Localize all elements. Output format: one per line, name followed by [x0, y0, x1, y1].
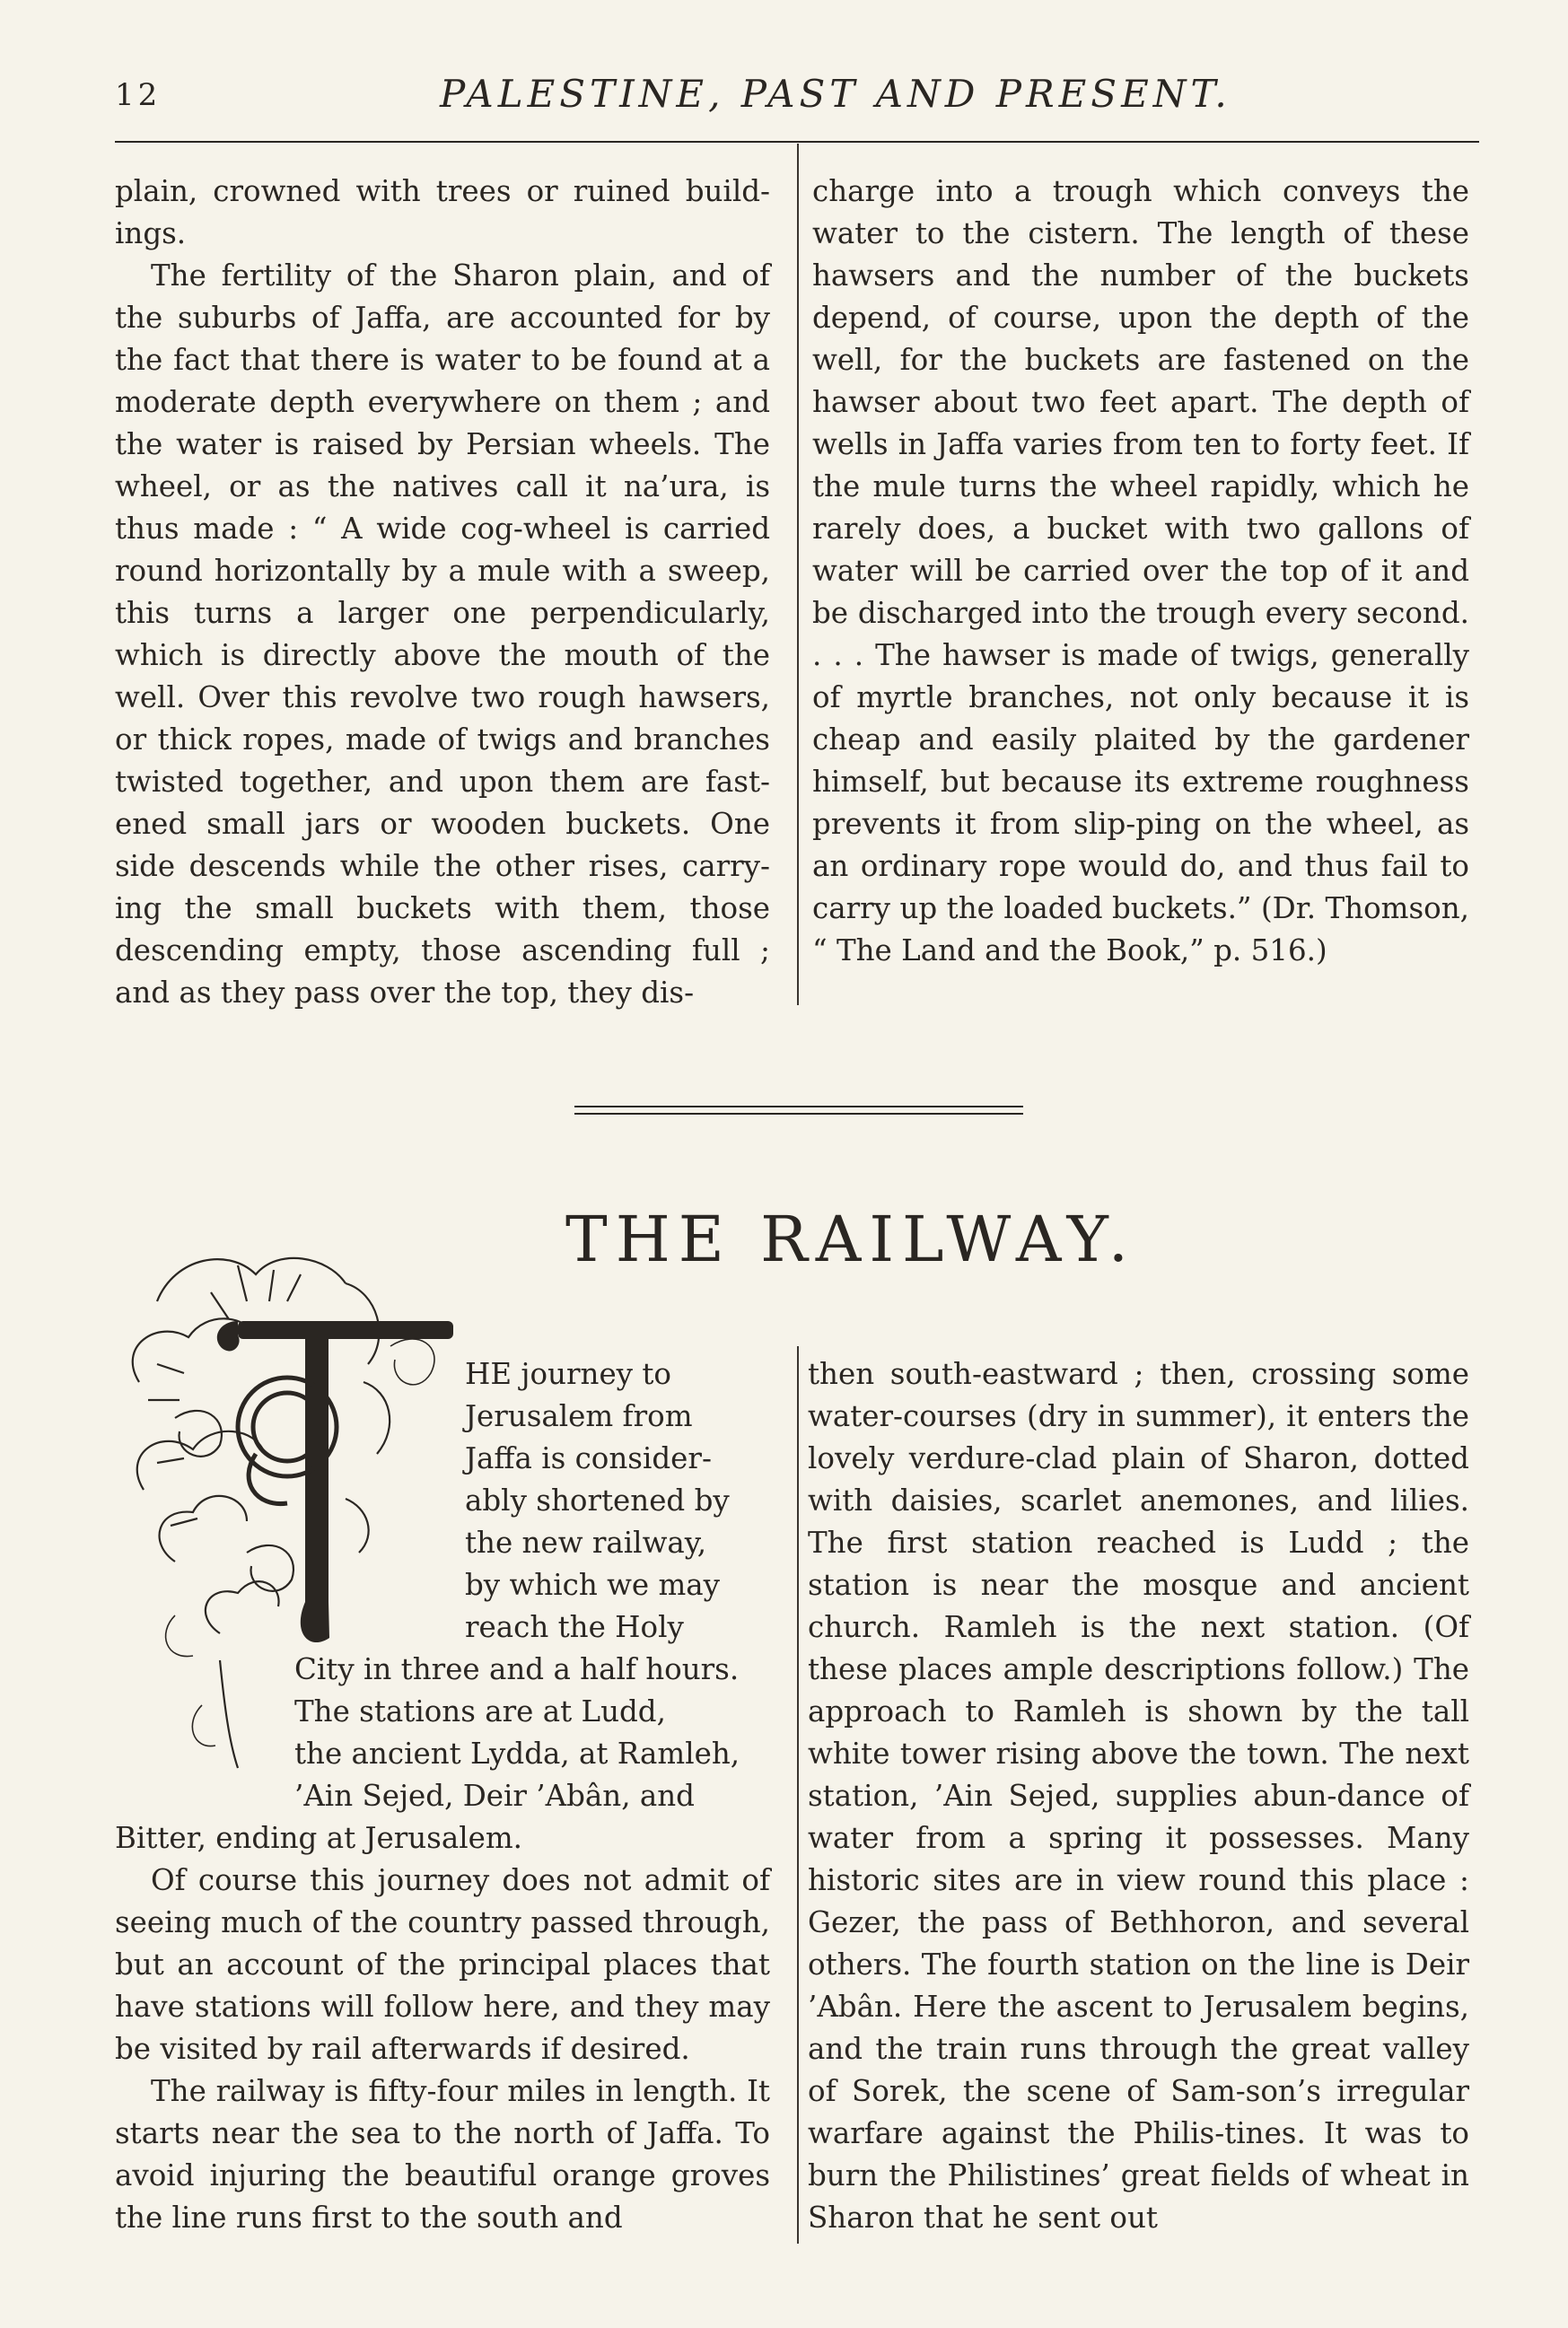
text-line: ’Ain Sejed, Deir ’Abân, and [294, 1779, 695, 1813]
text-line: by which we may [465, 1568, 721, 1602]
text-line: Bitter, ending at Jerusalem. [115, 1821, 523, 1855]
column-divider [797, 144, 799, 1005]
text-line: ably shortened by [465, 1483, 730, 1518]
text-line: the new railway, [465, 1526, 707, 1560]
section-title: THE RAILWAY. [565, 1203, 1137, 1276]
paragraph: then south-eastward ; then, crossing some water-courses (dry in summer), it enters the lovely verdure-clad plain of Sharon, dotted with daisies, scarlet anemones, and lilies. The first station reached is Ludd ; the station is near the mosque and ancient church. Ramleh is the next station. (Of these places ample descriptions follow.) The approach to Ramleh is shown by the tall white tower rising above the town. The next station, ’Ain Sejed, supplies abun-dance of water from a spring it possesses. Many historic sites are in view round this place : Gezer, the pass of Bethhoron, and several others. The fourth station on the line is Deir ’Abân. Here the ascent to Jerusalem begins, and the train runs through the great valley of Sorek, the scene of Sam-son’s irregular warfare against the Philis-tines. It was to burn the Philistines’ great fields of wheat in Sharon that he sent out [808, 1357, 1469, 2235]
text-line: Jerusalem from [465, 1399, 693, 1433]
paragraph: The railway is fifty-four miles in length. It starts near the sea to the north of Jaffa. To avoid injuring the beautiful orange groves the line runs first to the south and [115, 2074, 770, 2235]
paragraph: The fertility of the Sharon plain, and of the suburbs of Jaffa, are accounted for by the fact that there is water to be found at a moderate depth everywhere on them ; and the water is raised by Persian wheels. The wheel, or as the natives call it na’ura, is thus made : “ A wide cog-wheel is carried round horizontally by a mule with a sweep, this turns a larger one perpendicularly, which is directly above the mouth of the well. Over this revolve two rough hawsers, or thick ropes, made of twigs and branches twisted together, and upon them are fast-ened small jars or wooden buckets. One side descends while the other rises, carry-ing the small buckets with them, those descending empty, those ascending full ; and as they pass over the top, they dis- [115, 258, 770, 1010]
text-line: Jaffa is consider- [465, 1441, 712, 1475]
paragraph: plain, crowned with trees or ruined build-ings. [115, 174, 770, 250]
text-line: City in three and a half hours. [294, 1652, 740, 1686]
running-title: PALESTINE, PAST AND PRESENT. [440, 72, 1231, 116]
text-line: HE journey to [465, 1357, 671, 1391]
paragraph: Of course this journey does not admit of seeing much of the country passed through, but an account of the principal places that have stations will follow here, and they may be visited by rail afterwards if desired. [115, 1863, 770, 2066]
top-right-column [812, 171, 1469, 972]
section-divider [574, 1106, 1023, 1115]
section-right-column [808, 1353, 1469, 2239]
section-left-column [115, 1353, 770, 2239]
header-rule [115, 141, 1479, 143]
text-line: The stations are at Ludd, [294, 1694, 666, 1728]
text-line: the ancient Lydda, at Ramleh, [294, 1737, 740, 1771]
text-line: reach the Holy [465, 1610, 684, 1644]
top-left-column [115, 171, 770, 1014]
page-number: 12 [115, 77, 162, 113]
paragraph: charge into a trough which conveys the water to the cistern. The length of these hawsers and the number of the buckets depend, of course, upon the depth of the well, for the buckets are fastened on the hawser about two feet apart. The depth of wells in Jaffa varies from ten to forty feet. If the mule turns the wheel rapidly, which he rarely does, a bucket with two gallons of water will be carried over the top of it and be discharged into the trough every second. . . . The hawser is made of twigs, generally of myrtle branches, not only because it is cheap and easily plaited by the gardener himself, but because its extreme roughness prevents it from slip-ping on the wheel, as an ordinary rope would do, and thus fail to carry up the loaded buckets.” (Dr. Thomson, “ The Land and the Book,” p. 516.) [812, 174, 1469, 967]
column-divider [797, 1346, 799, 2244]
